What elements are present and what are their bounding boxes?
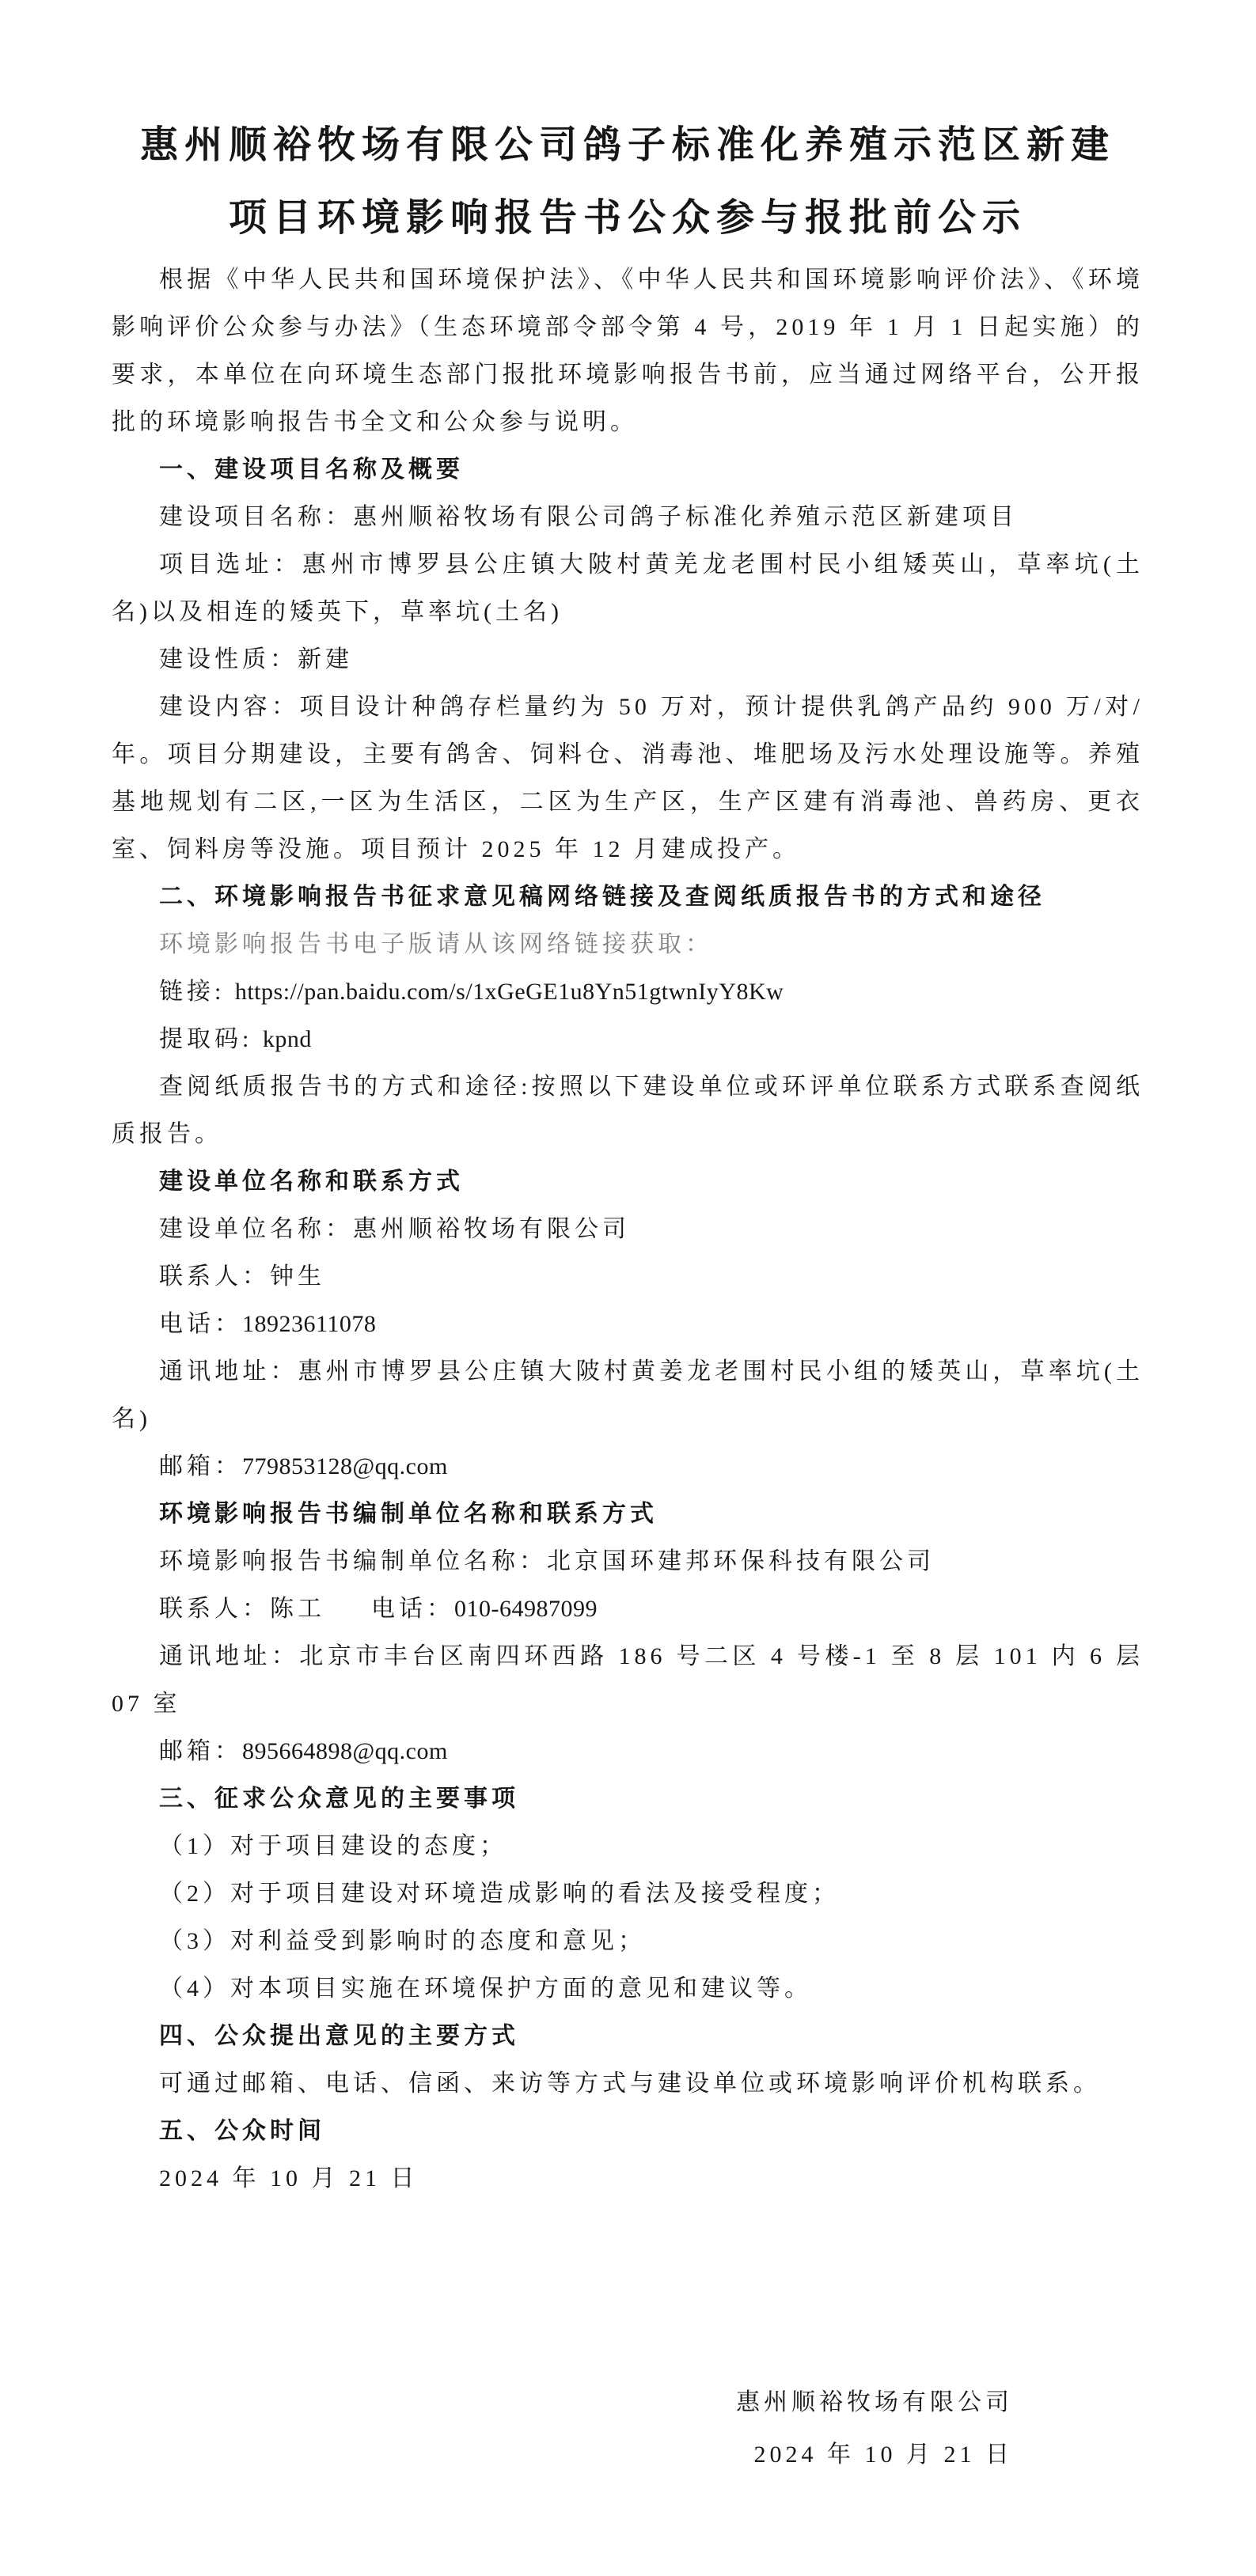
section3-heading: 三、征求公众意见的主要事项 [159,1786,519,1812]
opinion-item-3: （3）对利益受到影响时的态度和意见； [159,1928,646,1954]
title-line-2: 项目环境影响报告书公众参与报批前公示 [228,197,1026,239]
opinion-item-4: （4）对本项目实施在环境保护方面的意见和建议等。 [159,1976,812,2002]
builder-phone-label: 电话： [159,1311,242,1337]
page-title [112,109,1144,255]
signature-block [112,2377,1144,2481]
eia-contact-phone-line [112,1585,1144,1633]
eia-unit-name-line: 环境影响报告书编制单位名称：北京国环建邦环保科技有限公司 [159,1548,935,1574]
section1-heading: 一、建设项目名称及概要 [159,456,464,483]
link-label: 链接: [159,979,235,1005]
eia-email-address: 895664898@qq.com [242,1738,448,1764]
eia-phone-number: 010-64987099 [454,1596,598,1622]
baidu-pan-url: https://pan.baidu.com/s/1xGeGE1u8Yn51gtwnIyY8Kw [234,979,784,1005]
extract-code-label: 提取码: [159,1026,263,1052]
project-content-paragraph: 建设内容：项目设计种鸽存栏量约为 50 万对，预计提供乳鸽产品约 900 万/对/年。项目分期建设，主要有鸽舍、饲料仓、消毒池、堆肥场及污水处理设施等。养殖基地规划有二区,一区为生活区，二区为生产区，生产区建有消毒池、兽药房、更衣室、饲料房等没施。项目预计 2025 年 12 月建成投产。 [112,694,1144,862]
report-link-line [112,968,1144,1016]
eia-phone-label: 电话： [371,1596,454,1622]
project-location-line: 项目选址：惠州市博罗县公庄镇大陂村黄羌龙老围村民小组矮英山，草率坑(土名)以及相连的矮英下，草率坑(土名) [112,551,1144,625]
title-line-1: 惠州顺裕牧场有限公司鸽子标准化养殖示范区新建 [139,124,1115,166]
builder-email-address: 779853128@qq.com [242,1453,448,1479]
project-name-line: 建设项目名称：惠州顺裕牧场有限公司鸽子标准化养殖示范区新建项目 [159,504,1018,530]
report-access-note: 环境影响报告书电子版请从该网络链接获取： [159,931,713,957]
builder-contact-line: 联系人：钟生 [159,1263,325,1290]
project-nature-line: 建设性质：新建 [159,646,353,672]
builder-email-label: 邮箱： [159,1453,242,1479]
builder-name-line: 建设单位名称：惠州顺裕牧场有限公司 [159,1216,630,1242]
signature-company: 惠州顺裕牧场有限公司 [736,2389,1013,2415]
eia-address-paragraph: 通讯地址：北京市丰台区南四环西路 186 号二区 4 号楼-1 至 8 层 101 内 6 层 07 室 [112,1643,1144,1717]
eia-contact-person: 联系人：陈工 [159,1596,325,1622]
section4-heading: 四、公众提出意见的主要方式 [159,2023,519,2049]
builder-address-paragraph: 通讯地址：惠州市博罗县公庄镇大陂村黄姜龙老围村民小组的矮英山，草率坑(土名) [112,1358,1144,1432]
eia-email-label: 邮箱： [159,1738,242,1764]
public-period-date: 2024 年 10 月 21 日 [159,2165,419,2191]
intro-paragraph: 根据《中华人民共和国环境保护法》、《中华人民共和国环境影响评价法》、《环境影响评价公众参与办法》（生态环境部令部令第 4 号，2019 年 1 月 1 日起实施）的要求，本单位在向环境生态部门报批环境影响报告书前，应当通过网络平台，公开报批的环境影响报告书全文和公众参与说明。 [112,267,1144,435]
eia-email-line [112,1728,1144,1775]
eia-unit-heading: 环境影响报告书编制单位名称和联系方式 [159,1501,658,1527]
paper-report-access-paragraph: 查阅纸质报告书的方式和途径:按照以下建设单位或环评单位联系方式联系查阅纸质报告。 [112,1074,1144,1147]
builder-contact-heading: 建设单位名称和联系方式 [159,1169,464,1195]
opinion-item-1: （1）对于项目建设的态度； [159,1833,507,1859]
builder-phone-number: 18923611078 [242,1311,377,1337]
builder-email-line [112,1443,1144,1491]
section5-heading: 五、公众时间 [159,2118,325,2144]
opinion-item-2: （2）对于项目建设对环境造成影响的看法及接受程度； [159,1881,840,1907]
builder-phone-line [112,1301,1144,1348]
section2-heading: 二、环境影响报告书征求意见稿网络链接及查阅纸质报告书的方式和途径 [159,884,1045,910]
extract-code-value: kpnd [262,1026,312,1052]
extract-code-line [112,1016,1144,1063]
signature-date: 2024 年 10 月 21 日 [753,2442,1013,2468]
feedback-methods-paragraph: 可通过邮箱、电话、信函、来访等方式与建设单位或环境影响评价机构联系。 [159,2070,1101,2097]
